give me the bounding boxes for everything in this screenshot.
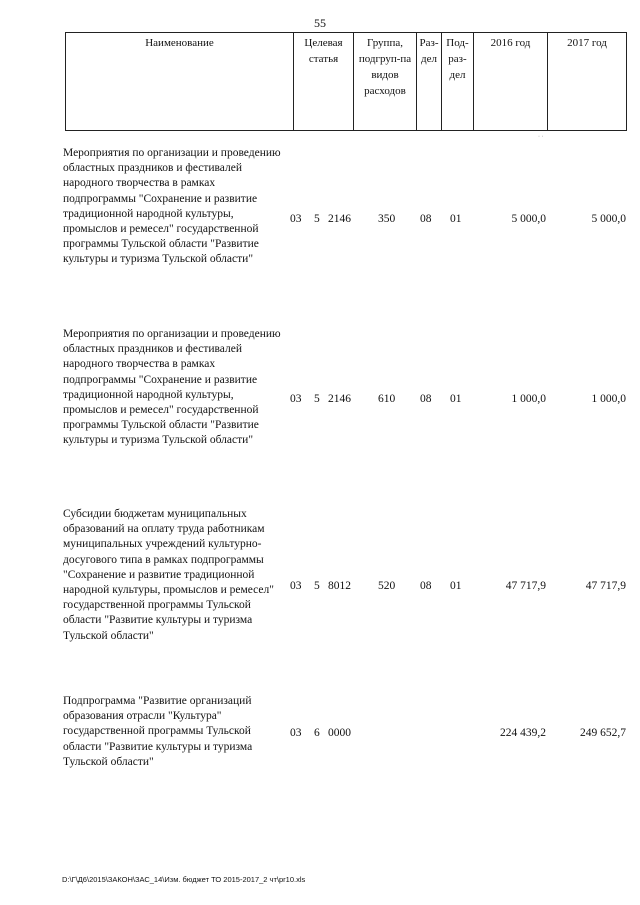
row-value-2016: 5 000,0: [511, 213, 546, 225]
row-code-b: 5: [314, 580, 320, 592]
row-code-c: 0000: [328, 727, 351, 739]
column-header-2016: 2016 год: [473, 33, 547, 130]
row-group: 350: [378, 213, 396, 225]
row-value-2017: 1 000,0: [591, 393, 626, 405]
row-code-a: 03: [290, 213, 302, 225]
row-value-2017: 249 652,7: [580, 727, 626, 739]
row-code-b: 5: [314, 213, 320, 225]
column-header-subsection: Под-раз-дел: [441, 33, 473, 130]
row-subsection: 01: [450, 393, 462, 405]
row-code-b: 6: [314, 727, 320, 739]
column-header-target: Целевая статья: [293, 33, 353, 130]
row-code-c: 8012: [328, 580, 351, 592]
table-row: [63, 327, 628, 477]
row-name: Мероприятия по организации и проведению областных праздников и фестивалей народного творчества в рамках подпрограммы "Сохранение и развитие традиционной народной культуры, промыслов и ремесел" государственной программы Тульской области "Развитие культуры и туризма Тульской области": [63, 328, 281, 447]
row-section: 08: [420, 393, 432, 405]
row-code-c: 2146: [328, 393, 351, 405]
row-group: 520: [378, 580, 396, 592]
column-header-2017: 2017 год: [547, 33, 626, 130]
column-header-section: Раз-дел: [416, 33, 441, 130]
row-value-2016: 1 000,0: [511, 393, 546, 405]
row-subsection: 01: [450, 580, 462, 592]
row-name: Субсидии бюджетам муниципальных образований на оплату труда работникам муниципальных учреждений культурно-досугового типа в рамках подпрограммы "Сохранение и развитие традиционной народной культуры, промыслов и ремесел" государственной программы Тульской области "Развитие культуры и туризма Тульской области": [63, 508, 274, 642]
row-code-a: 03: [290, 393, 302, 405]
row-code-b: 5: [314, 393, 320, 405]
row-name: Мероприятия по организации и проведению областных праздников и фестивалей народного творчества в рамках подпрограммы "Сохранение и развитие традиционной народной культуры, промыслов и ремесел" государственной программы Тульской области "Развитие культуры и туризма Тульской области": [63, 147, 281, 266]
row-code-c: 2146: [328, 213, 351, 225]
row-section: 08: [420, 580, 432, 592]
row-value-2017: 47 717,9: [585, 580, 626, 592]
table-row: [63, 694, 628, 774]
table-header: [65, 32, 627, 131]
row-group: 610: [378, 393, 396, 405]
row-code-a: 03: [290, 580, 302, 592]
row-section: 08: [420, 213, 432, 225]
column-header-group: Группа, подгруп-па видов расходов: [353, 33, 416, 130]
row-subsection: 01: [450, 213, 462, 225]
row-code-a: 03: [290, 727, 302, 739]
row-name: Подпрограмма "Развитие организаций образования отрасли "Культура" государственной программы Тульской области "Развитие культуры и туризма Тульской области": [63, 695, 253, 768]
page-number: 55: [314, 16, 326, 30]
row-value-2017: 5 000,0: [591, 213, 626, 225]
row-value-2016: 224 439,2: [500, 727, 546, 739]
row-value-2016: 47 717,9: [505, 580, 546, 592]
scan-mark: · ·: [538, 134, 544, 140]
column-header-name: Наименование: [145, 37, 214, 49]
table-row: [63, 507, 628, 672]
footer-file-path: D:\Г\Д6\2015\ЗАКОН\ЗАС_14\Изм. бюджет ТО 2015-2017_2 чт\pr10.xls: [62, 875, 306, 884]
table-row: [63, 146, 628, 296]
